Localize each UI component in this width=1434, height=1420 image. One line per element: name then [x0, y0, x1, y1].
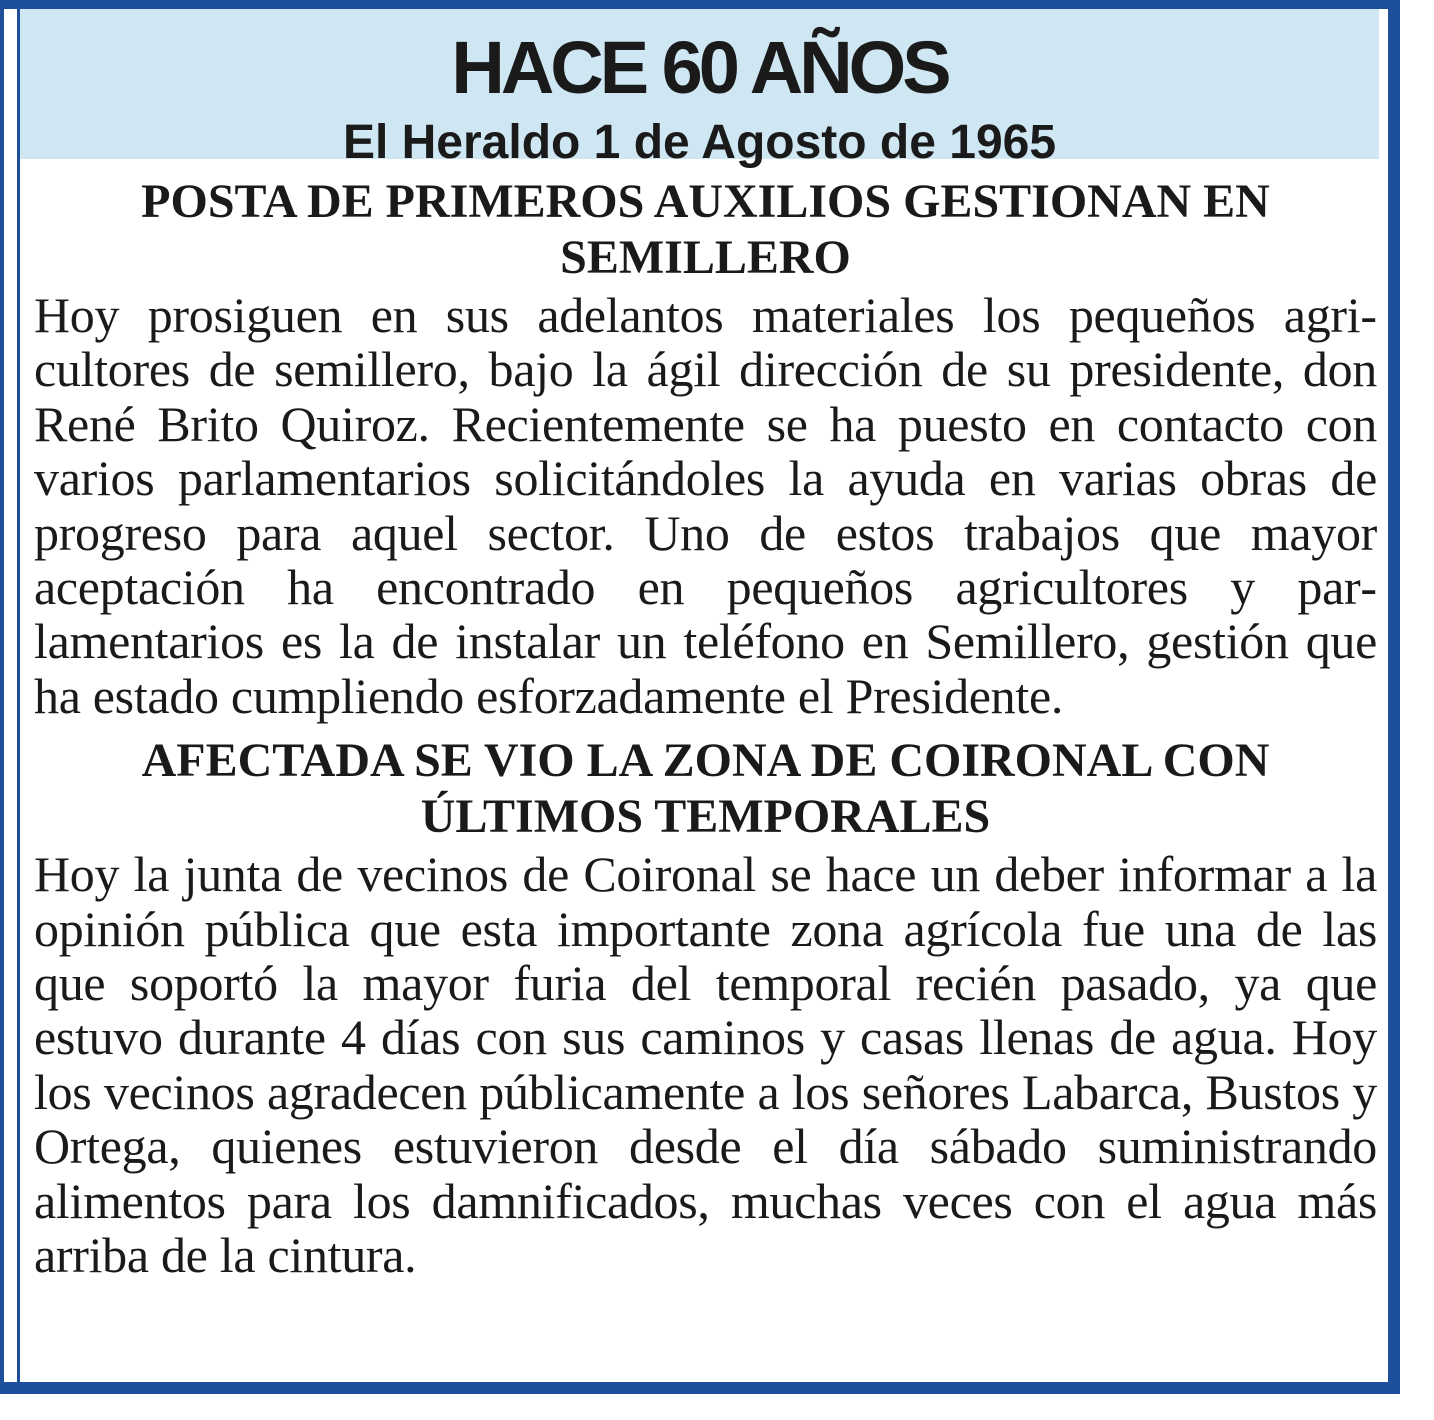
page-title: HACE 60 AÑOS	[451, 26, 948, 109]
header-banner	[20, 9, 1379, 169]
page-subtitle: El Heraldo 1 de Agosto de 1965	[342, 116, 1057, 169]
article-body: Hoy prosiguen en sus adelantos materiales los pequeños agricultores de semillero, bajo la ágil dirección de su presidente, don René Brito Quiroz. Recientemente se ha puesto en contacto con varios parlamentarios solicitándoles la ayuda en varias obras de progreso para aquel sector. Uno de estos trabajos que mayor aceptación ha encontrado en pequeños agricultores y parlamentarios es la de instalar un teléfono en Semillero, gestión que ha estado cumpliendo esforzadamente el Presidente.	[34, 287, 1377, 724]
frame-left-edge	[0, 9, 4, 1382]
column-rule	[17, 9, 20, 1382]
article-headline: POSTA DE PRIMEROS AUXILIOS GESTIONAN EN SEMILLERO	[141, 175, 1270, 284]
article-body: Hoy la junta de vecinos de Coironal se hace un deber informar a la opinión pública que esta importante zona agrícola fue una de las que soportó la mayor furia del temporal recién pasado, ya que estuvo durante 4 días con sus caminos y casas llenas de agua. Hoy los vecinos agradecen públicamente a los señores Labarca, Bustos y Ortega, quienes estuvieron desde el día sábado suministrando alimentos para los damnificados, muchas veces con el agua más arriba de la cintura.	[34, 846, 1377, 1284]
article-headline: AFECTADA SE VIO LA ZONA DE COIRONAL CON ÚLTIMOS TEMPORALES	[141, 734, 1270, 844]
article-column	[34, 174, 1377, 1293]
